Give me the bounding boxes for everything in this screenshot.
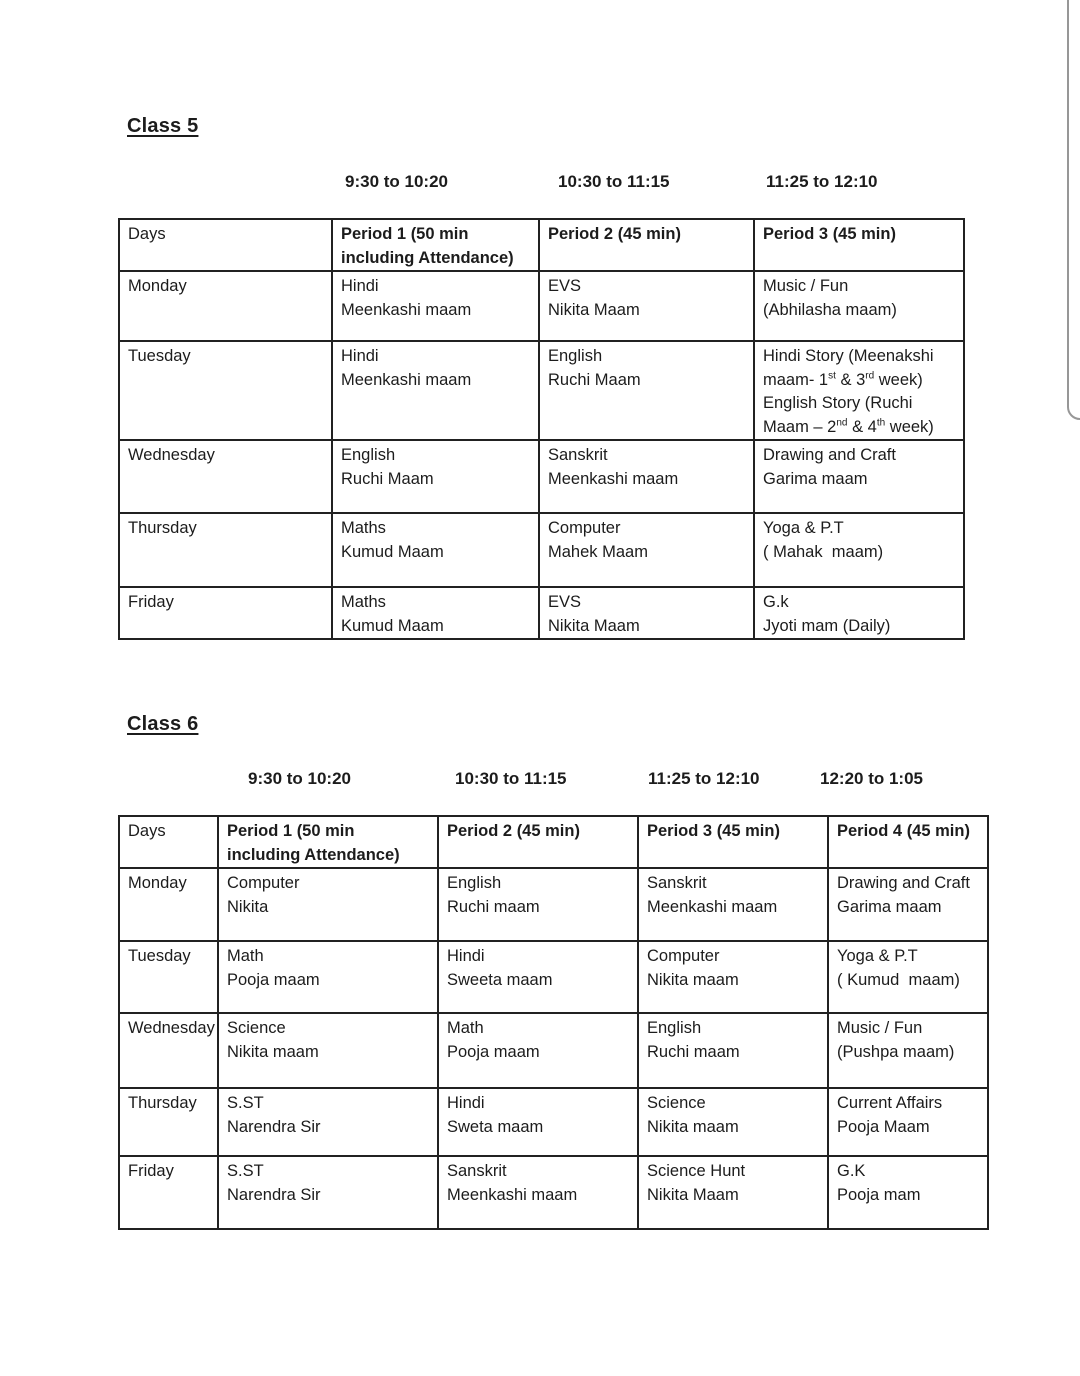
period-cell [638,868,828,941]
period-cell [539,341,754,440]
day-cell: Thursday [119,1088,218,1156]
teacher-label: Sweta maam [447,1117,544,1136]
table-row [119,271,964,341]
period-cell [754,271,964,341]
teacher-label: Narendra Sir [227,1117,321,1136]
column-header-period2: Period 2 (45 min) [539,219,754,271]
period-cell [539,587,754,639]
subject-label: Current Affairs [837,1094,943,1112]
subject-label: Maths [341,519,386,537]
column-header-days: Days [119,219,332,271]
period-cell [539,440,754,513]
column-header-period1: Period 1 (50 min including Attendance) [332,219,539,271]
subject-label: G.K [837,1162,866,1180]
teacher-label: Nikita maam [647,1117,739,1136]
period-cell [332,440,539,513]
teacher-label: Meenkashi maam [341,370,472,389]
subject-label: English [447,874,502,892]
subject-label: Math [447,1019,484,1037]
subject-rich-text: Hindi Story (Meenakshi maam- 1st & 3rd week) English Story (Ruchi Maam – 2nd & 4th week) [763,347,934,436]
time-slot-label: 10:30 to 11:15 [455,769,567,788]
time-slot-label: 9:30 to 10:20 [345,172,448,191]
time-slot-label: 9:30 to 10:20 [248,769,351,788]
subject-label: Math [227,947,264,965]
period-cell [754,513,964,587]
subject-label: Computer [647,947,720,965]
subject-label: S.ST [227,1094,264,1112]
teacher-label: Ruchi maam [447,897,540,916]
subject-label: Drawing and Craft [837,874,970,892]
period-cell [754,341,964,440]
subject-label: Sanskrit [647,874,707,892]
subject-label: Sanskrit [548,446,608,464]
teacher-label: Narendra Sir [227,1185,321,1204]
teacher-label: Pooja Maam [837,1117,930,1136]
period-cell [539,271,754,341]
day-cell: Monday [119,271,332,341]
period-cell [218,1013,438,1088]
subject-label: EVS [548,593,582,611]
teacher-label: Ruchi Maam [548,370,641,389]
period-cell [828,941,988,1013]
subject-label: Science [647,1094,706,1112]
day-cell: Thursday [119,513,332,587]
table-row [119,1013,988,1088]
subject-label: Maths [341,593,386,611]
period-cell [218,1088,438,1156]
teacher-label: Nikita [227,897,269,916]
period-cell [438,1013,638,1088]
class5-timetable [118,218,965,640]
day-cell: Friday [119,587,332,639]
subject-label: Hindi [447,1094,485,1112]
time-slot-label: 11:25 to 12:10 [648,769,760,788]
day-cell: Tuesday [119,341,332,440]
period-cell [332,271,539,341]
teacher-label: ( Kumud maam) [837,970,960,989]
period-cell [828,868,988,941]
subject-label: English [647,1019,702,1037]
subject-label: G.k [763,593,789,611]
table-row [119,941,988,1013]
column-header-period2: Period 2 (45 min) [438,816,638,868]
table-row [119,440,964,513]
period-cell [438,1088,638,1156]
subject-label: Yoga & P.T [763,519,844,537]
class5-title: Class 5 [127,115,199,137]
subject-label: EVS [548,277,582,295]
teacher-label: Pooja maam [447,1042,540,1061]
time-slot-label: 10:30 to 11:15 [558,172,670,191]
period-cell [438,868,638,941]
teacher-label: Mahek Maam [548,542,648,561]
teacher-label: Ruchi maam [647,1042,740,1061]
subject-label: Sanskrit [447,1162,507,1180]
teacher-label: Garima maam [763,469,868,488]
day-cell: Wednesday [119,1013,218,1088]
period-cell [218,941,438,1013]
teacher-label: ( Mahak maam) [763,542,884,561]
period-cell [218,868,438,941]
table-row [119,587,964,639]
period-cell [828,1156,988,1229]
subject-label: Hindi [447,947,485,965]
table-header-row [119,219,964,271]
column-header-period4: Period 4 (45 min) [828,816,988,868]
teacher-label: Nikita maam [227,1042,319,1061]
subject-label: Yoga & P.T [837,947,918,965]
scrollbar-thumb[interactable] [1067,0,1080,420]
table-row [119,1088,988,1156]
day-cell: Wednesday [119,440,332,513]
teacher-label: Nikita Maam [647,1185,739,1204]
period-cell [438,1156,638,1229]
subject-label: English [548,347,603,365]
period-cell [438,941,638,1013]
column-header-period3: Period 3 (45 min) [638,816,828,868]
subject-label: Drawing and Craft [763,446,896,464]
subject-label: Music / Fun [763,277,849,295]
table-row [119,1156,988,1229]
column-header-period1: Period 1 (50 min including Attendance) [218,816,438,868]
subject-label: S.ST [227,1162,264,1180]
subject-label: Computer [227,874,300,892]
period-cell [332,587,539,639]
column-header-period3: Period 3 (45 min) [754,219,964,271]
period-cell [539,513,754,587]
teacher-label: (Pushpa maam) [837,1042,955,1061]
day-cell: Tuesday [119,941,218,1013]
day-cell: Monday [119,868,218,941]
class6-timetable [118,815,989,1230]
period-cell [638,941,828,1013]
period-cell [332,341,539,440]
period-cell [218,1156,438,1229]
period-cell [828,1013,988,1088]
teacher-label: Pooja maam [227,970,320,989]
subject-label: Hindi [341,277,379,295]
class6-title: Class 6 [127,713,199,735]
period-cell [638,1156,828,1229]
period-cell [332,513,539,587]
period-cell [828,1088,988,1156]
teacher-label: (Abhilasha maam) [763,300,897,319]
table-header-row [119,816,988,868]
period-cell [638,1013,828,1088]
teacher-label: Nikita Maam [548,616,640,635]
teacher-label: Meenkashi maam [447,1185,578,1204]
teacher-label: Garima maam [837,897,942,916]
column-header-days: Days [119,816,218,868]
period-cell [638,1088,828,1156]
period-cell [754,587,964,639]
teacher-label: Meenkashi maam [341,300,472,319]
teacher-label: Pooja mam [837,1185,921,1204]
day-cell: Friday [119,1156,218,1229]
teacher-label: Meenkashi maam [647,897,778,916]
subject-label: Computer [548,519,621,537]
teacher-label: Kumud Maam [341,542,444,561]
subject-label: Hindi [341,347,379,365]
period-cell [754,440,964,513]
subject-label: Science [227,1019,286,1037]
subject-label: Science Hunt [647,1162,746,1180]
subject-label: English [341,446,396,464]
time-slot-label: 12:20 to 1:05 [820,769,923,788]
teacher-label: Meenkashi maam [548,469,679,488]
time-slot-label: 11:25 to 12:10 [766,172,878,191]
table-row [119,341,964,440]
table-row [119,868,988,941]
teacher-label: Kumud Maam [341,616,444,635]
subject-label: Music / Fun [837,1019,923,1037]
teacher-label: Nikita maam [647,970,739,989]
teacher-label: Ruchi Maam [341,469,434,488]
teacher-label: Nikita Maam [548,300,640,319]
teacher-label: Jyoti mam (Daily) [763,616,891,635]
teacher-label: Sweeta maam [447,970,553,989]
table-row [119,513,964,587]
